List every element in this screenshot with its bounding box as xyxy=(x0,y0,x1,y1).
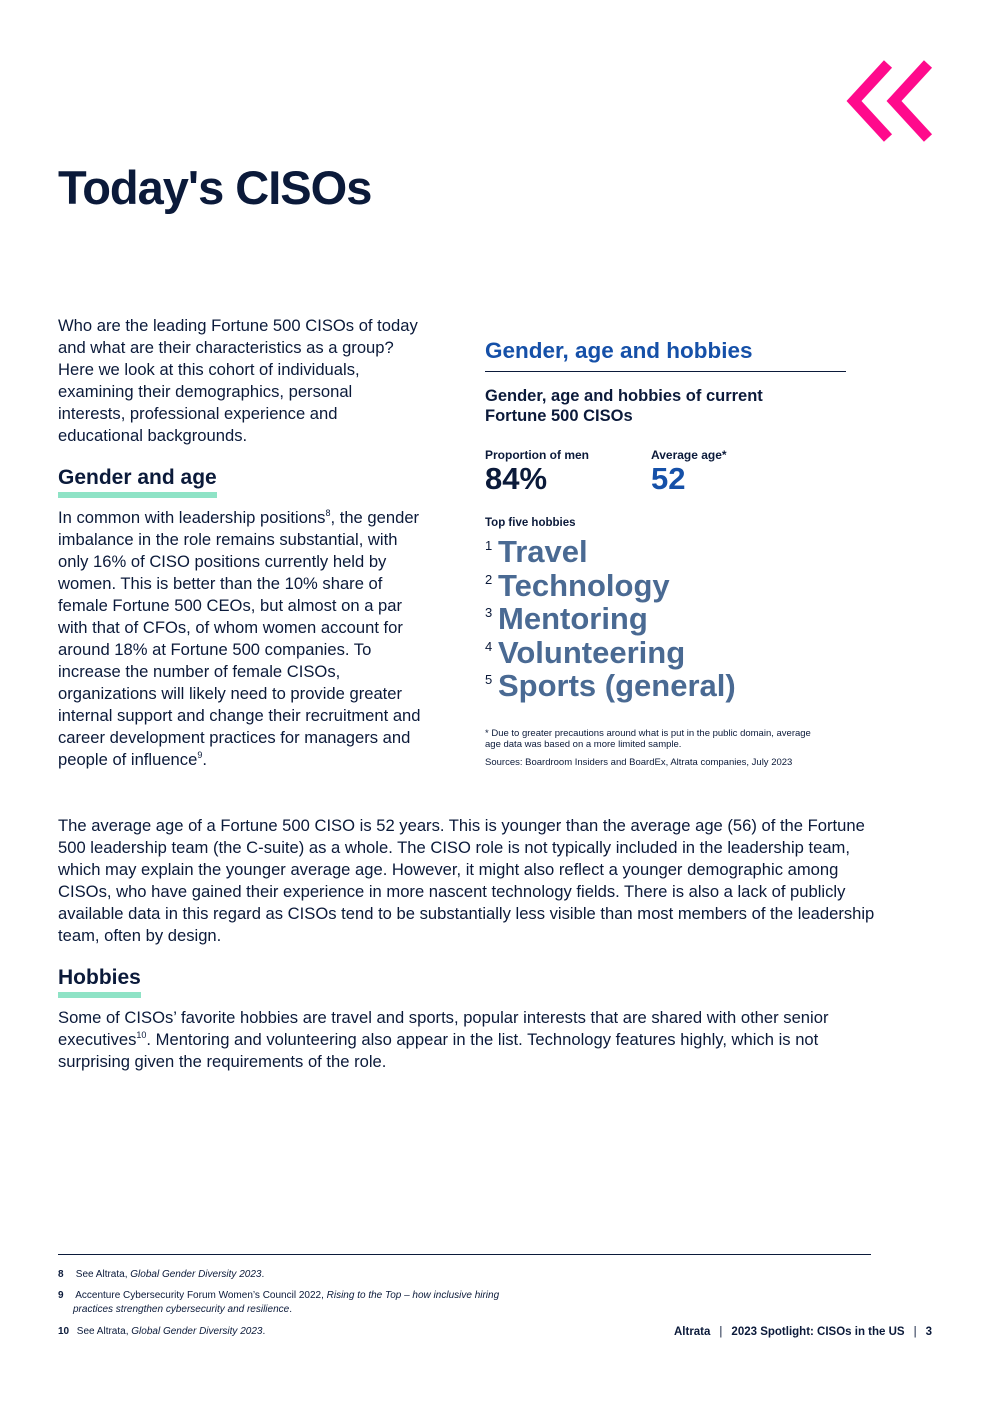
hobby-name: Sports (general) xyxy=(498,668,736,703)
footer-brand: Altrata xyxy=(673,1326,711,1338)
panel-title: Gender, age and hobbies xyxy=(485,338,753,363)
average-age-label: Average age* xyxy=(651,448,727,462)
footnote-continuation xyxy=(58,1303,598,1317)
men-proportion-value: 84% xyxy=(485,461,548,496)
average-age-value: 52 xyxy=(651,461,686,496)
footnote-prefix: See Altrata, xyxy=(75,1269,131,1280)
hobby-name: Technology xyxy=(498,567,670,603)
page-title: Today's CISOs xyxy=(58,161,372,214)
gender-age-heading: Gender and age xyxy=(58,466,217,500)
hobby-name: Mentoring xyxy=(498,601,648,636)
hobby-item xyxy=(485,535,736,569)
panel-divider xyxy=(485,371,846,372)
footnote-8 xyxy=(58,1268,264,1282)
footer-separator: | xyxy=(913,1326,917,1338)
hobby-name: Travel xyxy=(498,534,588,569)
footnote-suffix: . xyxy=(262,1326,266,1337)
footnote-ref-10: 10 xyxy=(136,1030,147,1040)
footnote-number: 9 xyxy=(58,1290,64,1301)
hobby-rank: 2 xyxy=(485,571,493,587)
hobby-list xyxy=(485,535,736,703)
hobby-item xyxy=(485,669,736,703)
gender-text-3: . xyxy=(202,750,207,769)
panel-subtitle: Gender, age and hobbies of current Fortune 500 CISOs xyxy=(485,387,763,425)
footnote-title: Global Gender Diversity 2023 xyxy=(130,1269,262,1280)
footnote-title-cont: practices strengthen cybersecurity and resilience xyxy=(73,1303,290,1315)
hobby-name: Volunteering xyxy=(498,634,686,670)
hobby-item xyxy=(485,569,736,603)
footnote-title: Global Gender Diversity 2023 xyxy=(131,1326,263,1337)
running-footer xyxy=(674,1326,932,1338)
footnote-9 xyxy=(58,1289,598,1316)
panel-sources: Sources: Boardroom Insiders and BoardEx, Altrata companies, July 2023 xyxy=(485,757,793,768)
hobby-item xyxy=(485,636,736,670)
double-chevron-left-icon xyxy=(846,58,936,144)
hobbies-paragraph xyxy=(58,1007,878,1073)
footnote-prefix: Accenture Cybersecurity Forum Women’s Council 2022, xyxy=(75,1290,327,1301)
footnote-number: 10 xyxy=(58,1326,70,1337)
gender-paragraph xyxy=(58,507,428,771)
gender-text-1: In common with leadership positions xyxy=(58,508,326,527)
hobbies-text-1: Some of CISOs’ favorite hobbies are travel and sports, popular interests that are shared with other senior executives xyxy=(58,1008,829,1049)
footnote-ref-8: 8 xyxy=(325,508,331,518)
age-paragraph: The average age of a Fortune 500 CISO is 52 years. This is younger than the average age (56) of the Fortune 500 leadership team (the C-suite) as a whole. The CISO role is not typically included in the leadership team, which may explain the younger average age. However, it might also reflect a younger demographic among CISOs, who have gained their experience in more nascent technology fields. There is also a lack of publicly available data in this regard as CISOs tend to be substantially less visible than most members of the leadership team, often by design. xyxy=(58,816,875,945)
panel-footnote: * Due to greater precautions around what is put in the public domain, average age data was based on a more limited sample. xyxy=(485,728,811,750)
footer-publication: 2023 Spotlight: CISOs in the US xyxy=(731,1326,905,1338)
footnote-ref-9: 9 xyxy=(197,750,203,760)
men-proportion-label: Proportion of men xyxy=(485,448,589,462)
hobby-rank: 3 xyxy=(485,605,493,620)
footnote-number: 8 xyxy=(58,1269,64,1280)
hobby-item xyxy=(485,602,736,636)
hobbies-text-2: . Mentoring and volunteering also appear in the list. Technology features highly, which is not surprising given the requirements of the role. xyxy=(58,1030,819,1071)
footnote-suffix: . xyxy=(261,1269,265,1280)
hobby-rank: 1 xyxy=(485,538,493,553)
intro-paragraph: Who are the leading Fortune 500 CISOs of today and what are their characteristics as a group? Here we look at this cohort of individuals, examining their demographics, personal interests, professional experience and educational backgrounds. xyxy=(58,316,418,445)
footer-divider xyxy=(58,1254,871,1255)
hobby-rank: 4 xyxy=(485,638,493,654)
footer-separator: | xyxy=(719,1326,723,1338)
hobbies-heading: Hobbies xyxy=(58,966,141,1000)
footnote-prefix: See Altrata, xyxy=(76,1326,132,1337)
top-hobbies-label: Top five hobbies xyxy=(485,517,576,529)
footnote-suffix: . xyxy=(289,1303,292,1315)
footnote-title: Rising to the Top – how inclusive hiring xyxy=(326,1290,500,1301)
footnote-10 xyxy=(58,1325,265,1339)
hobby-rank: 5 xyxy=(485,672,493,687)
page-number: 3 xyxy=(925,1326,932,1338)
gender-text-2: , the gender imbalance in the role remains substantial, with only 16% of CISO positions currently held by women. This is better than the 10% share of female Fortune 500 CEOs, but almost on a par with that of CFOs, of whom women account for around 18% at Fortune 500 companies. To increase the number of female CISOs, organizations will likely need to provide greater internal support and change their recruitment and career development practices for managers and people of influence xyxy=(58,508,421,769)
